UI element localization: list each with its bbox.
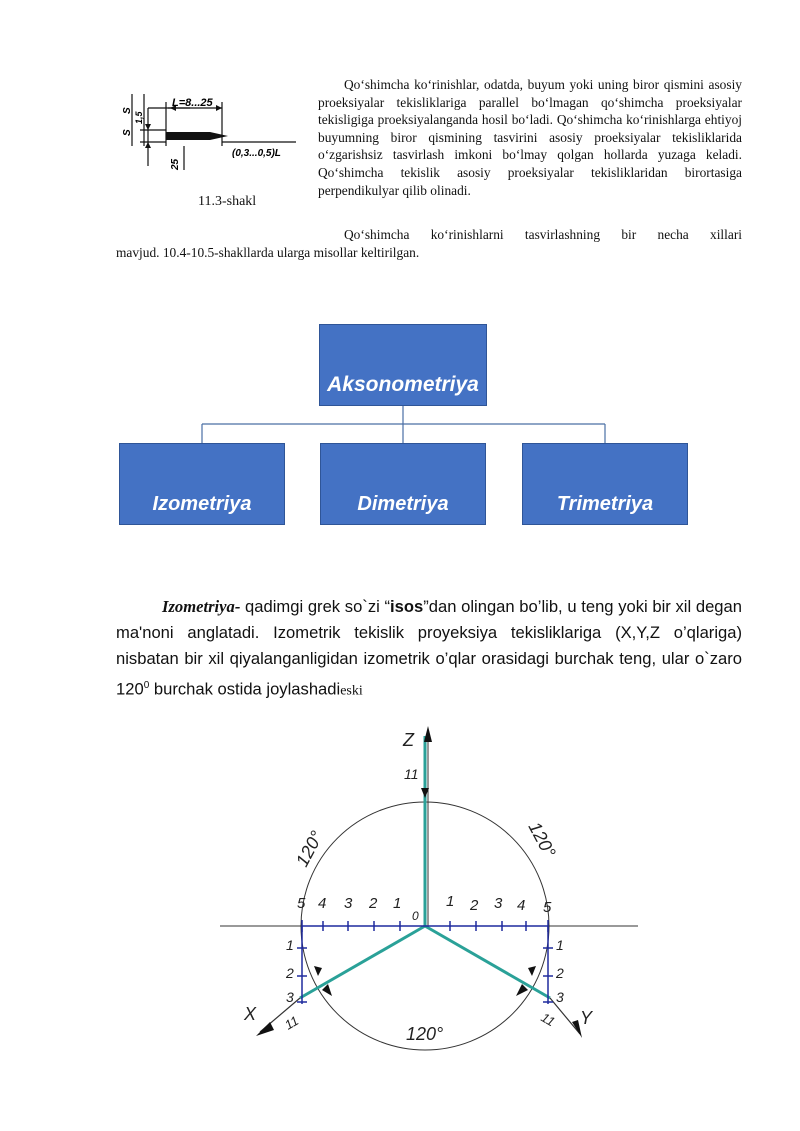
hierarchy-root-box: Aksonometriya — [319, 324, 487, 406]
angle-bottom-label: 120° — [406, 1024, 444, 1044]
hierarchy-child-izometriya: Izometriya — [119, 443, 285, 525]
left-vert-tick-2: 2 — [286, 965, 294, 981]
left-tick-2: 2 — [369, 895, 378, 912]
dim-s1-label: S — [122, 107, 133, 114]
top-paragraph-text: Qo‘shimcha ko‘rinishlar, odatda, buyum yoki uning biror qismini asosiy proeksiyalar tekisliklariga parallel bo‘lmagan qo‘shimcha proeksiyalar tekisligiga proeksiyalanganda hosil bo‘ladi. Qo‘shimcha ko‘rinishlarga ehtiyoj buyumning biror qismining tasvirini asosiy proeksiyalar tekisliklarida o‘zgarishsiz tasvirlash imkoni bo‘lmay qolgan hollarda yuzaga keladi. Qo‘shimcha tekislik asosiy proeksiyalar tekisliklaridan birortasiga perpendikulyar qilib olinadi. — [318, 77, 742, 198]
x-axis-line — [300, 926, 425, 998]
right-tick-4: 4 — [517, 897, 526, 914]
izometriya-paragraph — [116, 594, 742, 704]
x-mark-label: 11 — [282, 1012, 302, 1033]
dim-width-label: (0,3...0,5)L — [232, 148, 281, 159]
iso-superscript: 0 — [143, 679, 150, 691]
angle-left-label: 120° — [291, 827, 328, 870]
dim-s2-label: S — [122, 129, 133, 136]
z-mark-label: 11 — [404, 766, 419, 782]
left-vert-tick-1: 1 — [286, 937, 294, 953]
right-vert-tick-2: 2 — [556, 965, 564, 981]
hierarchy-child-dimetriya: Dimetriya — [320, 443, 486, 525]
hierarchy-child-trimetriya: Trimetriya — [522, 443, 688, 525]
iso-text-part2: ”dan olingan bo’lib, u teng yoki bir xil degan ma'noni anglatadi. Izometrik tekislik proyeksiya tekisliklariga (X,Y,Z o’qlariga) nisbatan bir xil qiyalanganligidan izometrik o’qlar orasidagi burchak teng, ular o`zaro 120 — [116, 597, 742, 699]
second-paragraph-line2: mavjud. 10.4-10.5-shakllarda ularga misollar keltirilgan. — [116, 244, 420, 260]
iso-tail-text: eski — [340, 683, 363, 699]
dim-s-sub-label: 1,5 — [134, 111, 144, 124]
iso-text-part1: qadimgi grek so`zi “ — [240, 597, 391, 616]
left-tick-3: 3 — [344, 895, 353, 912]
dim-length-label: L=8...25 — [172, 97, 213, 109]
left-tick-1: 1 — [393, 895, 402, 912]
x-axis-label: X — [244, 1004, 257, 1024]
left-vert-tick-3: 3 — [286, 989, 294, 1005]
left-tick-4: 4 — [318, 895, 327, 912]
right-vert-tick-3: 3 — [556, 989, 564, 1005]
left-tick-5: 5 — [297, 895, 306, 912]
dim-angle-label: 25 — [170, 158, 181, 170]
angle-right-label: 120° — [524, 818, 560, 861]
iso-text-part3: burchak ostida joylashadi — [149, 679, 341, 699]
izometriya-term: Izometriya- — [162, 597, 241, 616]
right-tick-3: 3 — [494, 895, 503, 912]
iso-bold-word: isos — [390, 597, 424, 616]
z-axis-label: Z — [403, 730, 414, 750]
x-axis-arrowhead — [256, 1022, 274, 1036]
y-mark-label: 11 — [538, 1009, 558, 1030]
right-tick-2: 2 — [470, 897, 479, 914]
figure-caption: 11.3-shakl — [198, 194, 257, 209]
right-vert-tick-1: 1 — [556, 937, 564, 953]
isometric-axes-diagram — [210, 722, 640, 1062]
origin-label: 0 — [412, 909, 419, 923]
y-axis-label: Y — [580, 1008, 593, 1028]
y-axis-line — [425, 926, 550, 998]
second-paragraph-line1: Qo‘shimcha ko‘rinishlarni tasvirlashning bir necha xillari — [344, 227, 742, 242]
right-tick-1: 1 — [446, 893, 455, 910]
z-axis-arrowhead — [424, 726, 432, 742]
right-tick-5: 5 — [543, 899, 552, 916]
